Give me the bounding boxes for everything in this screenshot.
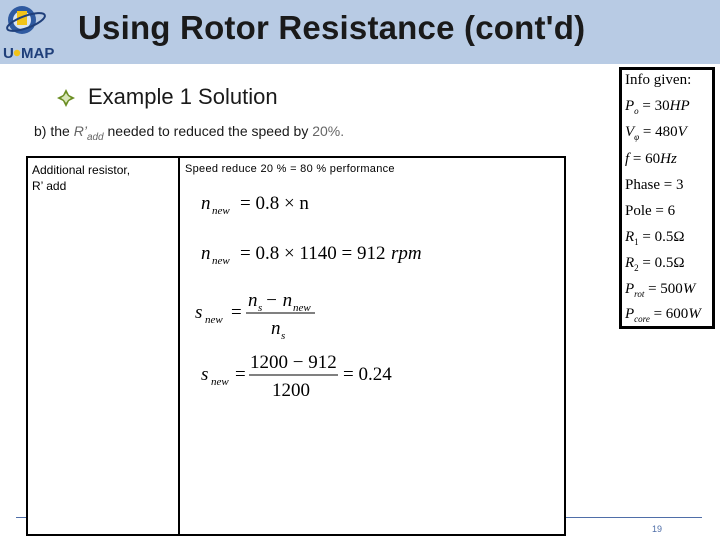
slide-title: Using Rotor Resistance (cont'd) bbox=[78, 9, 586, 46]
logo-map-text: MAP bbox=[21, 45, 55, 62]
svg-text:n: n bbox=[201, 193, 211, 214]
svg-text:= 0.8 × n: = 0.8 × n bbox=[240, 193, 309, 214]
table-left-cell bbox=[32, 162, 130, 194]
left-cell-line-1: Additional resistor, bbox=[32, 163, 131, 177]
info-row: Phase = 3 bbox=[625, 177, 684, 193]
example-subtitle: Example 1 Solution bbox=[88, 84, 278, 109]
svg-text:rpm: rpm bbox=[391, 243, 422, 264]
footer-line bbox=[566, 517, 702, 518]
svg-text:s: s bbox=[258, 302, 263, 314]
equation-1 bbox=[193, 188, 453, 218]
info-row: $P_{rot} = 500W$ bbox=[625, 281, 696, 299]
question-rest: needed to reduced the speed by bbox=[103, 123, 313, 139]
svg-text:new: new bbox=[293, 302, 311, 314]
svg-text:n: n bbox=[201, 243, 211, 264]
footer-line-left bbox=[16, 517, 26, 518]
svg-text:s: s bbox=[281, 330, 286, 342]
table-right-cell: Speed reduce 20 % = 80 % performance bbox=[185, 163, 395, 175]
question-symbol: $R’_{add}$ bbox=[73, 123, 104, 143]
diamond-bullet-icon bbox=[56, 88, 76, 108]
unimap-logo bbox=[0, 0, 64, 64]
equation-3 bbox=[193, 286, 453, 342]
svg-text:=: = bbox=[231, 302, 242, 323]
svg-text:=: = bbox=[235, 364, 246, 385]
svg-text:n: n bbox=[248, 290, 258, 311]
svg-text:new: new bbox=[212, 255, 230, 267]
svg-text:new: new bbox=[211, 376, 229, 388]
svg-text:= 0.8 × 1140 = 912: = 0.8 × 1140 = 912 bbox=[240, 243, 386, 264]
svg-text:new: new bbox=[205, 314, 223, 326]
table-divider bbox=[178, 158, 180, 534]
info-heading: Info given: bbox=[625, 72, 692, 88]
info-row: Pole = 6 bbox=[625, 203, 676, 219]
equation-4 bbox=[193, 348, 453, 404]
svg-text:1200: 1200 bbox=[272, 380, 310, 401]
svg-text:s: s bbox=[195, 302, 203, 323]
question-text bbox=[34, 123, 344, 143]
svg-text:new: new bbox=[212, 205, 230, 217]
info-row: $R_1 = 0.5\Omega$ bbox=[625, 229, 685, 247]
equation-2 bbox=[193, 238, 453, 268]
info-row: $V_\varphi = 480V$ bbox=[625, 124, 687, 142]
info-row: f = 60Hz bbox=[625, 151, 677, 167]
page-number: 19 bbox=[652, 524, 663, 534]
svg-text:1200 − 912: 1200 − 912 bbox=[250, 352, 337, 373]
info-row: $P_{core} = 600W$ bbox=[625, 306, 701, 324]
info-row: $P_o = 30HP$ bbox=[625, 98, 690, 116]
svg-text:s: s bbox=[201, 364, 209, 385]
left-cell-line-2: R’ add bbox=[32, 179, 67, 193]
logo-u-text: U bbox=[3, 45, 14, 62]
svg-text:n: n bbox=[271, 318, 281, 339]
header-bar bbox=[0, 0, 720, 64]
question-percent: 20%. bbox=[312, 123, 345, 139]
svg-text:= 0.24: = 0.24 bbox=[343, 364, 392, 385]
svg-text:− n: − n bbox=[265, 290, 293, 311]
question-prefix: b) the bbox=[34, 123, 74, 139]
info-row: $R_2 = 0.5\Omega$ bbox=[625, 255, 685, 273]
solution-table bbox=[26, 156, 566, 536]
info-given-box bbox=[619, 67, 715, 329]
